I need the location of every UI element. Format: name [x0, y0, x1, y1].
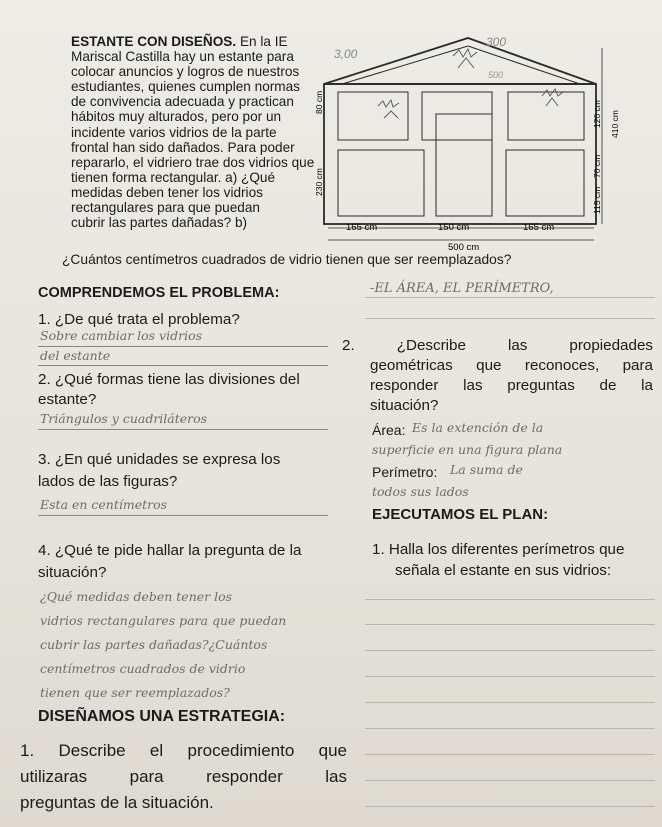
section-disenamos: DISEÑAMOS UNA ESTRATEGIA:: [38, 708, 286, 725]
problem-line-12: cubrir las partes dañadas? b): [71, 215, 248, 231]
answer-header: -EL ÁREA, EL PERÍMETRO,: [370, 281, 554, 296]
glass-panel: [422, 92, 492, 140]
question-2-line-1: 2. ¿Qué formas tiene las divisiones del: [38, 371, 300, 388]
dim-right-4: 115 cm: [592, 186, 602, 214]
area-label: Área:: [372, 422, 406, 438]
area-answer-line-1: Es la extención de la: [412, 420, 544, 435]
perimetro-answer-line-1: La suma de: [450, 462, 523, 477]
scribble: 500: [488, 70, 504, 80]
answer-4-line-1: ¿Qué medidas deben tener los: [40, 589, 233, 604]
rquestion-2-rest: [370, 356, 653, 416]
answer-4-line-2: vidrios rectangulares para que puedan: [40, 613, 287, 628]
problem-line-8: repararlo, el vidriero trae dos vidrios que: [71, 154, 315, 170]
rquestion-2-line-1: 2. ¿Describe las propiedades: [342, 337, 653, 354]
plan-question-line-2: señala el estante en sus vidrios:: [395, 562, 612, 579]
dim-bottom-1: 165 cm: [346, 222, 378, 233]
scribble: 300: [486, 35, 507, 49]
problem-line-11: rectangulares para que puedan: [71, 200, 260, 216]
problem-text: [71, 34, 316, 230]
answer-3: Esta en centímetros: [40, 497, 168, 512]
glass-panel: [338, 150, 424, 216]
section-ejecutamos: EJECUTAMOS EL PLAN:: [372, 506, 549, 523]
dim-left-1: 80 cm: [314, 90, 324, 114]
problem-line-6: incidente varios vidrios de la parte: [71, 124, 277, 140]
problem-line-1: Mariscal Castilla hay un estante para: [71, 49, 294, 65]
question-3-line-1: 3. ¿En qué unidades se expresa los: [38, 451, 281, 468]
problem-line-2: colocar anuncios y logros de nuestros: [71, 64, 300, 80]
answer-4-line-3: cubrir las partes dañadas?¿Cuántos: [40, 637, 268, 652]
dim-bottom-2: 150 cm: [438, 222, 470, 233]
section-comprendemos: COMPRENDEMOS EL PROBLEMA:: [38, 285, 280, 301]
answer-4-line-5: tienen que ser reemplazados?: [40, 685, 230, 700]
rquestion-2-line-3: responder las preguntas de la: [370, 377, 653, 394]
rquestion-2: [341, 336, 653, 356]
strategy-line-3: preguntas de la situación.: [20, 793, 214, 812]
damage-mark: [453, 49, 477, 68]
problem-line-4: de convivencia adecuada y practican: [71, 94, 294, 110]
damage-mark: [378, 100, 399, 118]
problem-line-10: medidas deben tener los vidrios: [71, 184, 263, 200]
answer-1-line-2: del estante: [40, 348, 111, 363]
shelf-diagram: [314, 28, 638, 254]
question-3-line-2: lados de las figuras?: [38, 473, 178, 490]
shelf-body: [324, 84, 596, 224]
problem-last-line: ¿Cuántos centímetros cuadrados de vidrio tienen que ser reemplazados?: [62, 252, 512, 267]
answer-4-line-4: centímetros cuadrados de vidrio: [40, 661, 246, 676]
glass-panel: [508, 92, 584, 140]
question-4-line-1: 4. ¿Qué te pide hallar la pregunta de la: [38, 542, 302, 559]
perimetro-answer-line-2: todos sus lados: [372, 484, 469, 499]
dim-left-2: 230 cm: [314, 168, 324, 196]
dim-bottom-3: 165 cm: [523, 222, 555, 233]
glass-panel: [338, 92, 408, 140]
dim-right-3: 70 cm: [592, 154, 602, 178]
problem-line-3: estudiantes, quienes cumplen normas: [71, 79, 300, 95]
question-1: 1. ¿De qué trata el problema?: [38, 311, 240, 328]
perimetro-label: Perímetro:: [372, 464, 438, 480]
dim-total-width: 500 cm: [448, 242, 480, 253]
question-4-line-2: situación?: [38, 564, 107, 581]
answer-2: Triángulos y cuadriláteros: [40, 411, 208, 426]
glass-panel: [436, 114, 492, 216]
roof-inner: [468, 46, 580, 84]
question-2-line-2: estante?: [38, 391, 97, 408]
dim-right-2: 410 cm: [610, 110, 620, 138]
problem-line-7: frontal han sido dañados. Para poder: [71, 139, 295, 155]
scribble: 3,00: [334, 47, 358, 61]
problem-line-0: ESTANTE CON DISEÑOS. En la IE: [71, 34, 288, 49]
strategy-line-2: utilizaras para responder las: [20, 767, 347, 786]
problem-line-9: tienen forma rectangular. a) ¿Qué: [71, 169, 276, 185]
problem-line-5: hábitos muy alturados, pero por un: [71, 109, 282, 125]
rquestion-2-line-2: geométricas que reconoces, para: [370, 357, 653, 374]
strategy-line-1: 1. Describe el procedimiento que: [20, 741, 347, 760]
rquestion-2-line-4: situación?: [370, 397, 439, 414]
glass-panel: [506, 150, 584, 216]
plan-question-line-1: 1. Halla los diferentes perímetros que: [372, 541, 625, 558]
answer-1-line-1: Sobre cambiar los vidrios: [40, 328, 203, 343]
roof-inner: [342, 46, 468, 84]
dim-right-1: 120 cm: [592, 100, 602, 128]
area-answer-line-2: superficie en una figura plana: [372, 442, 563, 457]
strategy-question: [20, 738, 347, 816]
problem-heading: ESTANTE CON DISEÑOS.: [71, 34, 237, 49]
